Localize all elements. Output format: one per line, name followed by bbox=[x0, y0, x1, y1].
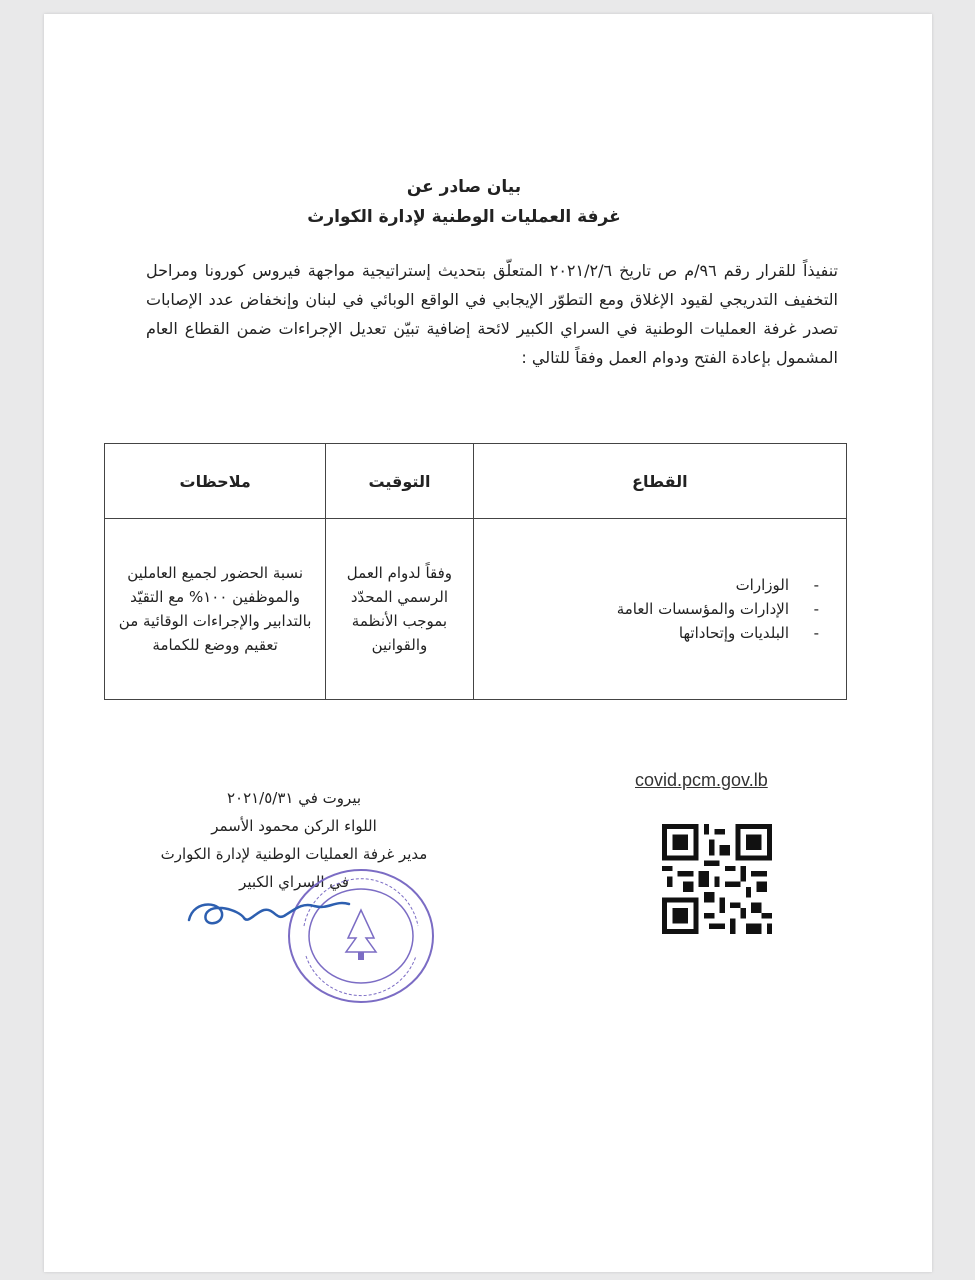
measures-table bbox=[104, 443, 847, 700]
list-item: - الإدارات والمؤسسات العامة bbox=[475, 597, 819, 621]
official-stamp-icon bbox=[284, 866, 439, 1006]
signing-date: بيروت في ٢٠٢١/٥/٣١ bbox=[226, 789, 362, 807]
heading-line-2: غرفة العمليات الوطنية لإدارة الكوارث bbox=[307, 207, 621, 227]
signatory-location: في السراي الكبير bbox=[239, 873, 349, 891]
intro-paragraph: تنفيذاً للقرار رقم ٩٦/م ص تاريخ ٢٠٢١/٢/٦ المتعلّق بتحديث إستراتيجية مواجهة فيروس كورونا ومراحل التخفيف التدريجي لقيود الإغلاق ومع التطوّر الإيجابي في الواقع الوبائي في لبنان وإنخفاض عدد الإصابات تصدر غرفة العمليات الوطنية في السراي الكبير لائحة إضافية تبيّن تعديل الإجراءات ضمن القطاع العام المشمول بإعادة الفتح ودوام العمل وفقاً للتالي : bbox=[146, 261, 838, 367]
document-heading bbox=[304, 172, 624, 232]
list-item: - الوزارات bbox=[475, 573, 819, 597]
sector-list bbox=[475, 573, 845, 645]
signature-scribble-icon bbox=[184, 892, 354, 932]
signatory-title: مدير غرفة العمليات الوطنية لإدارة الكوارث bbox=[160, 845, 428, 863]
table-header-row bbox=[105, 444, 847, 519]
website-link[interactable]: covid.pcm.gov.lb bbox=[635, 770, 768, 790]
document-page bbox=[44, 14, 932, 1272]
table-row bbox=[105, 519, 847, 700]
cell-notes: نسبة الحضور لجميع العاملين والموظفين ١٠٠% مع التقيّد بالتدابير والإجراءات الوقائية من تعقيم ووضع للكمامة bbox=[105, 519, 326, 700]
cell-timing: وفقاً لدوام العمل الرسمي المحدّد بموجب الأنظمة والقوانين bbox=[326, 519, 473, 700]
qr-code-icon[interactable] bbox=[662, 824, 772, 934]
header-timing: التوقيت bbox=[326, 444, 473, 519]
cell-sectors bbox=[473, 519, 846, 700]
heading-line-1: بيان صادر عن bbox=[406, 177, 522, 197]
list-item: - البلديات وإتحاداتها bbox=[475, 621, 819, 645]
header-notes: ملاحظات bbox=[105, 444, 326, 519]
header-sector: القطاع bbox=[473, 444, 846, 519]
signatory-name: اللواء الركن محمود الأسمر bbox=[211, 817, 377, 835]
